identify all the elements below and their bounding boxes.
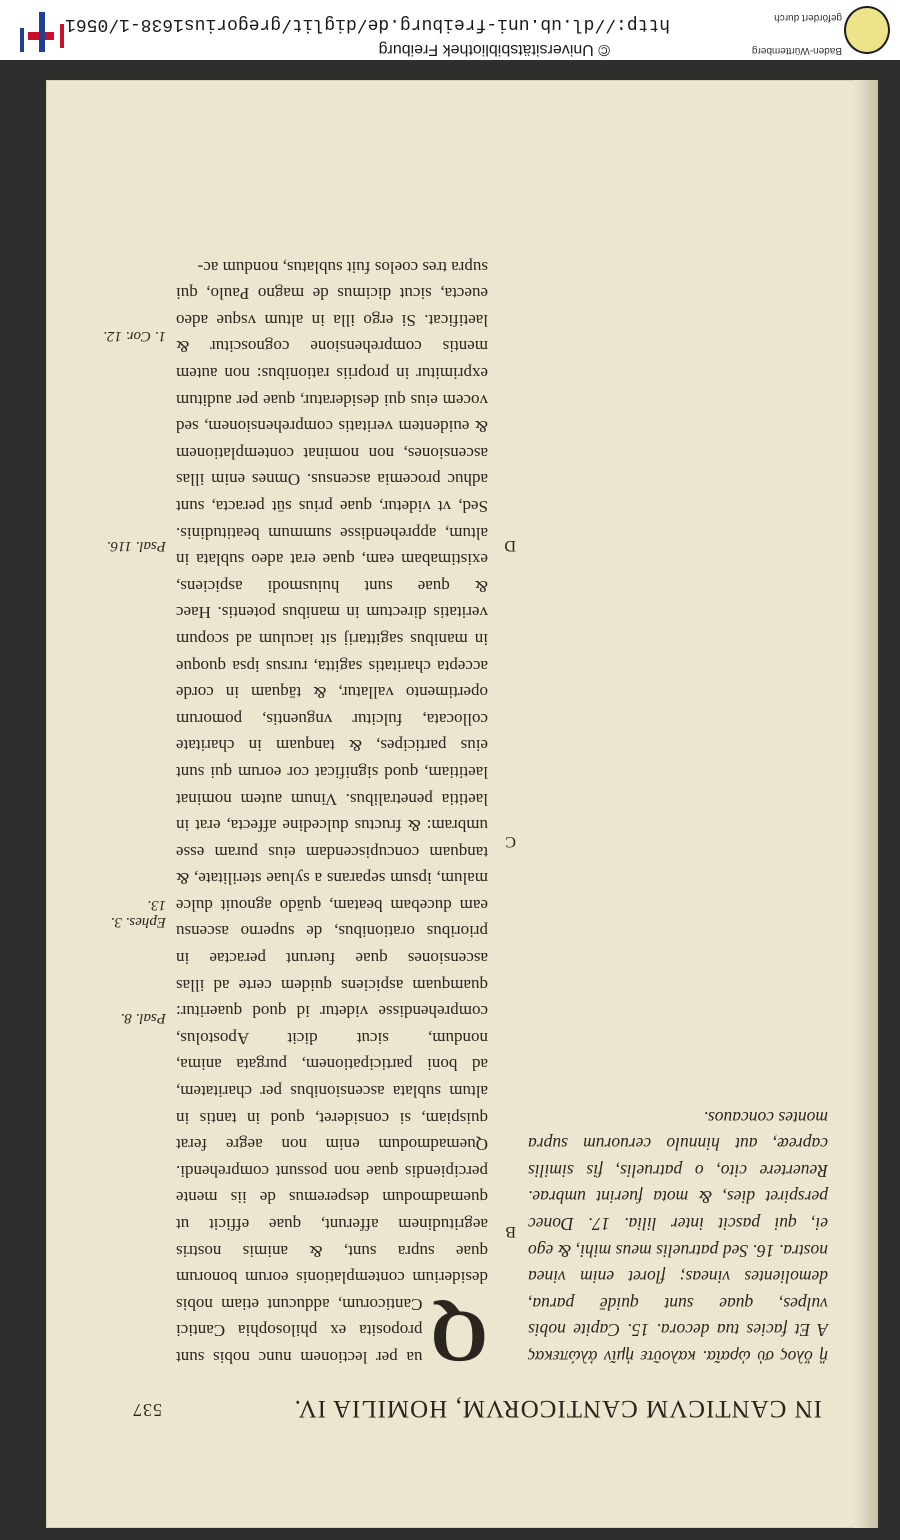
margin-note-ephes: Ephes. 3. 13.	[110, 897, 166, 930]
permalink-url[interactable]: http://dl.ub.uni-freiburg.de/diglit/gregorius1638-1/0561	[65, 14, 670, 34]
section-mark-c: C	[505, 833, 516, 850]
drop-cap: Q	[430, 1295, 488, 1377]
margin-note-psal-116: Psal. 116.	[106, 538, 166, 554]
copyright-text: © Universitätsbibliothek Freiburg	[378, 41, 610, 58]
running-head	[132, 1382, 822, 1422]
sponsor-line-1: Baden-Württemberg	[751, 45, 842, 56]
section-mark-b: B	[505, 1223, 516, 1240]
margin-note-psal-8: Psal. 8.	[120, 1010, 166, 1026]
baden-wuerttemberg-crest-icon	[844, 6, 890, 54]
ub-freiburg-logo-icon	[16, 12, 64, 52]
left-column-text: ἢ ὅλος σὺ ὡραῖα. καλοῦτε ἡμῖν ἀλώπεκας A Et facies tua decora. 15. Capite nobis vulpes, quae sunt quidē parua, demolientes vineas; floret enim vinea nostra. 16. Sed patruelis meus mihi, & ego ei, qui pascit inter lilia. 17. Donec perspiret dies, & mota fuerint umbrae. Reuertere cito, o patruelis, fis similis capreæ, aut hinnulo ceruorum supra montes concauos.	[528, 1107, 828, 1367]
sponsor-text	[752, 12, 842, 56]
margin-note-1-cor: 1. Cor. 12.	[103, 328, 166, 344]
viewer-banner	[0, 0, 900, 60]
sponsor-line-2: gefördert durch	[774, 12, 842, 23]
section-mark-d: D	[504, 537, 516, 554]
folio-number: 537	[132, 1400, 162, 1420]
page-gutter	[854, 80, 878, 1528]
running-head-title: IN CANTICVM CANTICORVM, HOMILIA IV.	[293, 1395, 822, 1422]
right-column	[176, 253, 488, 1377]
right-column-text: ua per lectionem nunc nobis sunt proposita ex philosophia Cantici Canticorum, adducunt etiam nobis desiderium contemplationis eorum bonorum quae supra sunt, & animis nostris aegritudinem afferunt, quae efficit ut quemadmodum desperemus de iis mente percipiendis quae non possunt comprehendi. Quemadmodum enim non aegre ferat quispiam, si consideret, quod in tantis in altum sublata ascensionibus per charitatem, ad boni participationem, purgata anima, nondum, sicut dicit Apostolus, comprehendisse videtur id quod quaeritur: quamquam aspiciens quidem certe ad illas ascensiones quae fuerunt peractae in prioribus orationibus, de superno ascensu eam ducebam beatam, quādo agnouit dulce malum, ipsum separans a syluae sterilitate, & tanquam concupiscendam eius puram esse umbram: & fructus dulcedine affecta, erat in laetitia penetralibus. Vinum autem nominat laetitiam, quod significat cor eorum qui sunt eius participes, & tanquam in charitate collocata, fulcitur vnguentis, pomorum opertimento vallatur, & tāquam in corde accepta charitatis sagitta, rursus ipsa quoque in manibus sagittarij sit iaculum ad scopum veritatis directum in manibus potentis. Haec & quae sunt huiusmodi aspiciens, existimabam eam, quae erat adeo sublata in altum, apprehendisse summum beatitudinis. Sed, vt videtur, quae prius sūt peracta, sunt adhuc procemia ascensus. Omnes enim illas ascensiones, non nominat contemplationem & euidentem veritatis comprehensionem, sed vocem eius qui desideratur, quae per auditum exprimitur in propriis rationibus: non autem mentis comprehensione cognoscitur & laetificat. Si ergo illa in altum vsque adeo euecta, sicut dicimus de magno Paulo, qui supra tres coelos fuit sublatus, nondum ac-	[176, 257, 488, 1367]
